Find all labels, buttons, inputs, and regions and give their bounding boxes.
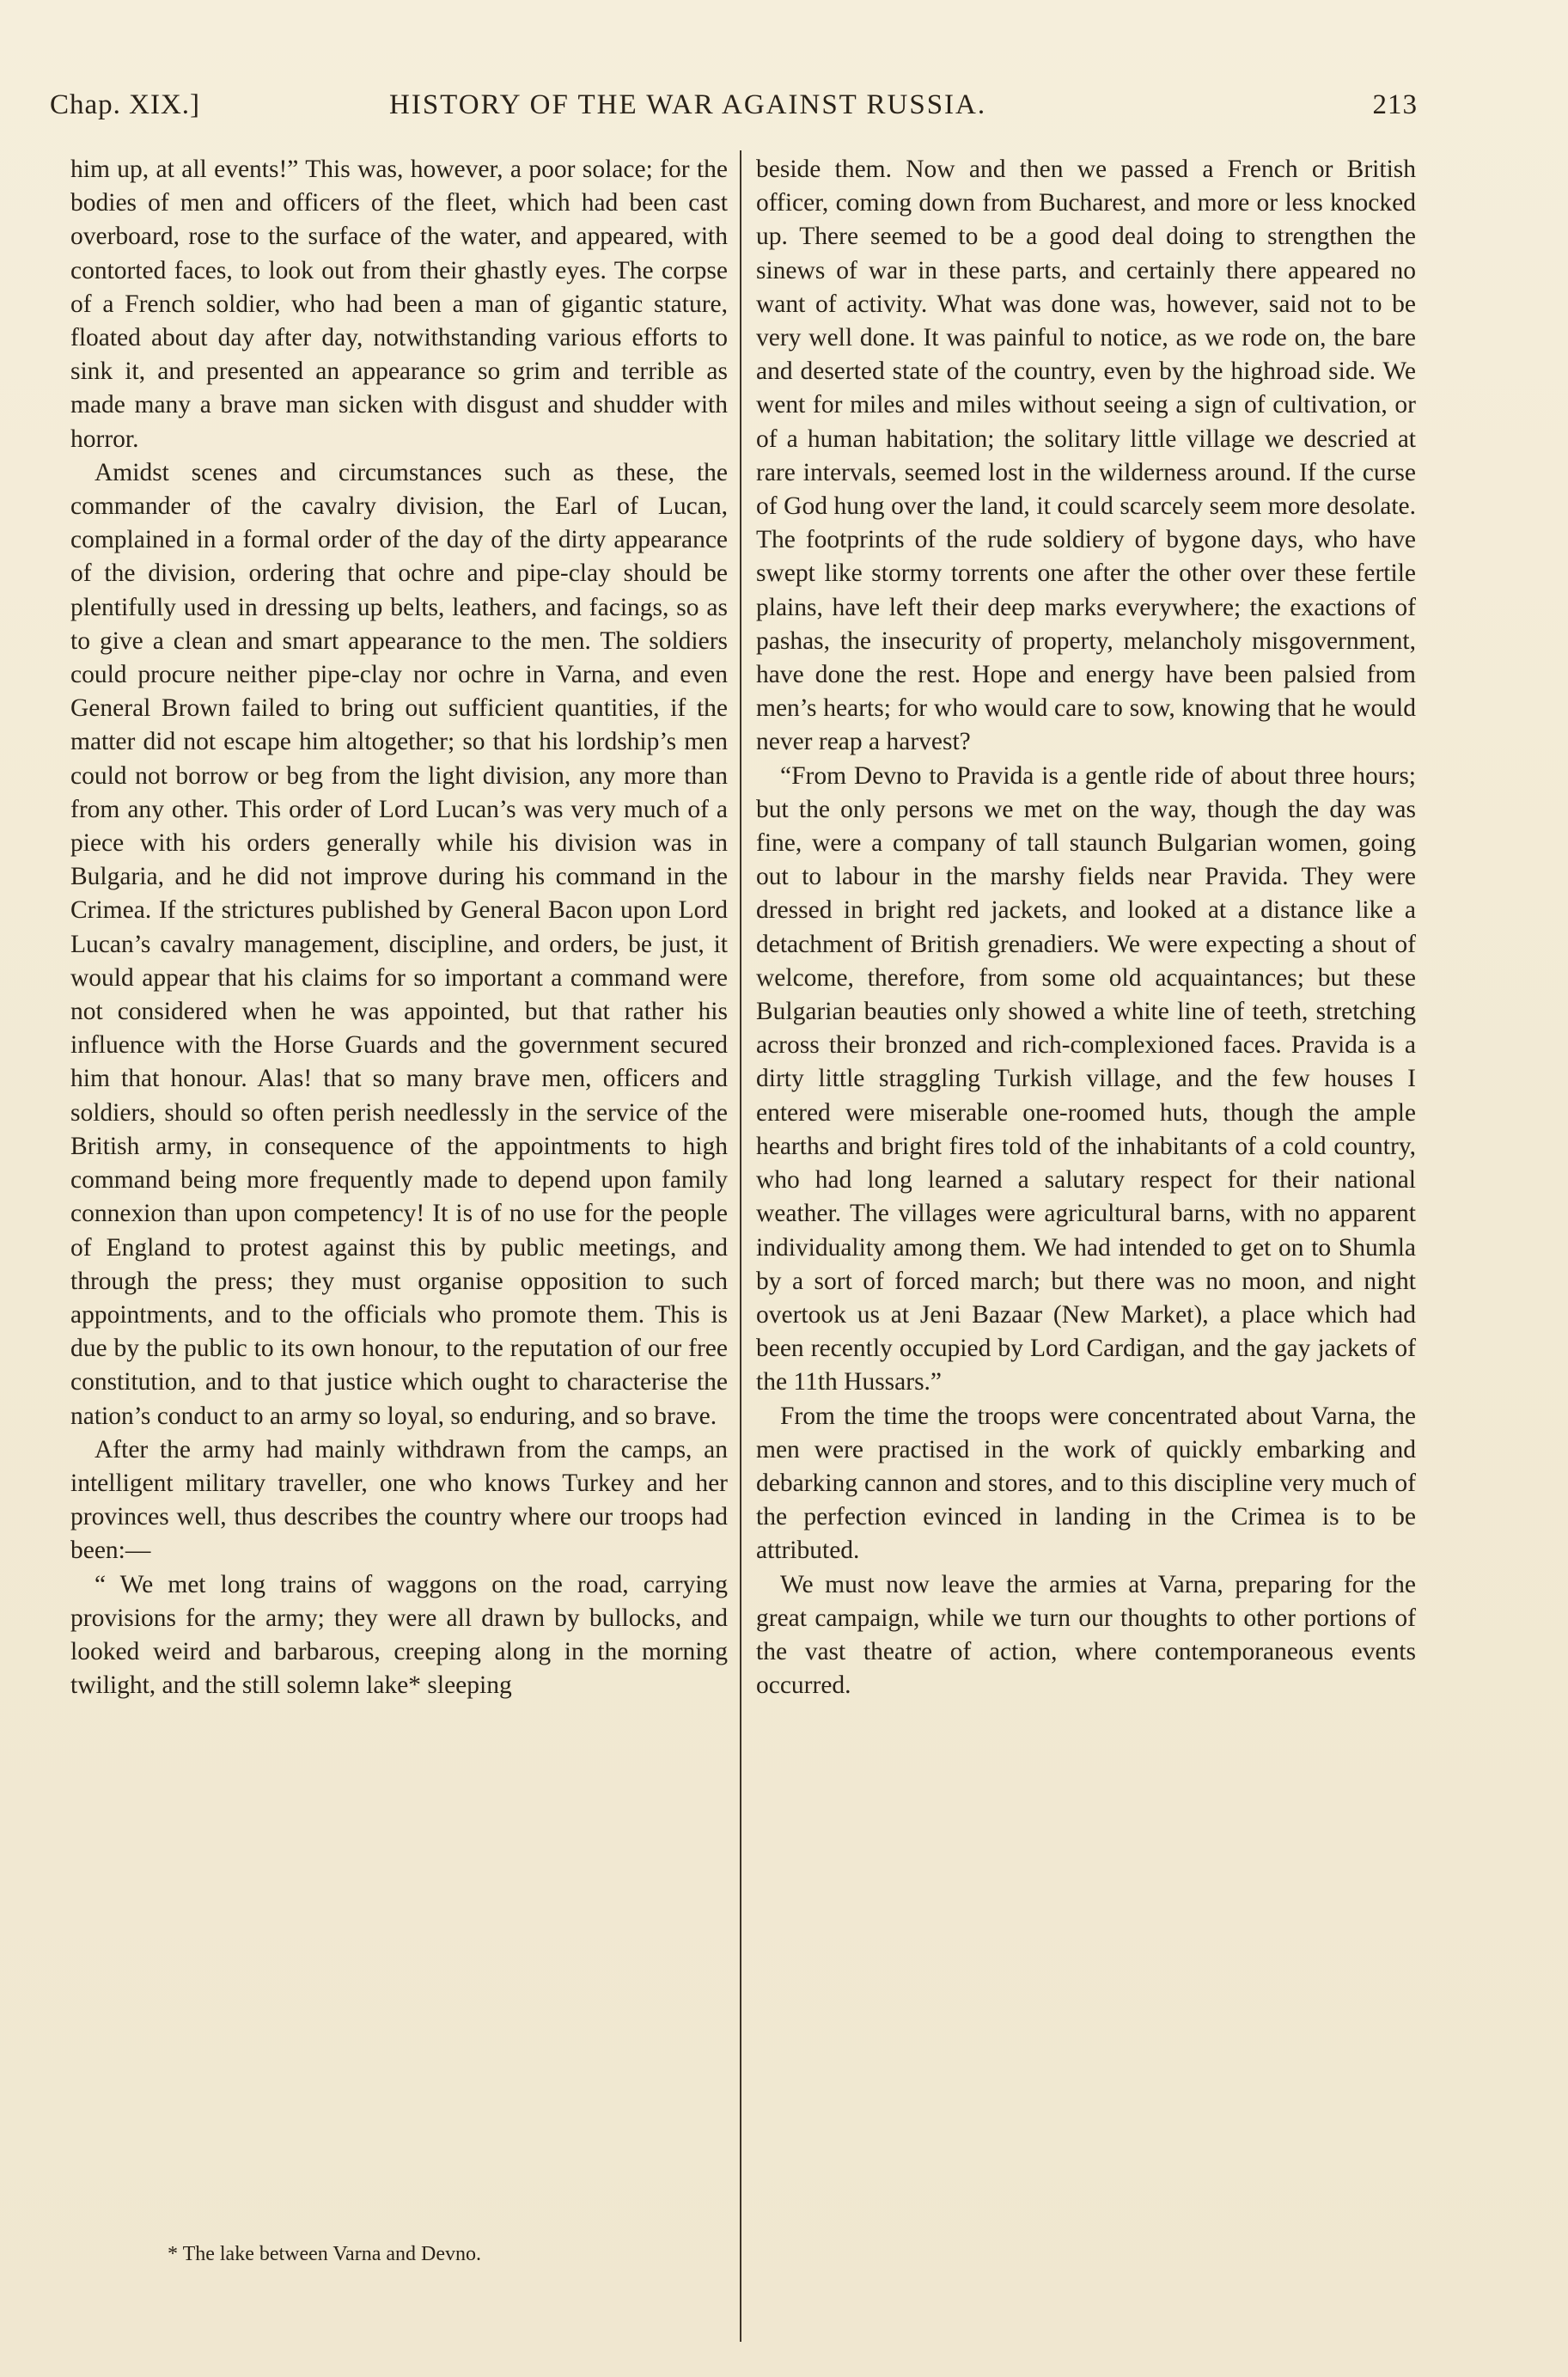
paragraph: “ We met long trains of waggons on the road, carrying provisions for the army; they were all drawn by bullocks, and looked weird and barbarous, creeping along in the morning twilight, and the still solemn lake* sleeping — [70, 1570, 728, 1700]
paragraph: beside them. Now and then we passed a French or British officer, coming down from Bucharest, and more or less knocked up. There seemed to be a good deal doing to strengthen the sinews of war in these parts, and certainly there appeared no want of activity. What was done was, however, said not to be very well done. It was painful to notice, as we rode on, the bare and deserted state of the country, even by the highroad side. We went for miles and miles without seeing a sign of cultivation, or of a human habitation; the solitary little village we descried at rare intervals, seemed lost in the wilderness around. If the curse of God hung over the land, it could scarcely seem more desolate. The footprints of the rude soldiery of bygone days, who have swept like stormy torrents one after the other over these fertile plains, have left their deep marks everywhere; the exactions of pashas, the insecurity of property, melancholy misgovernment, have done the rest. Hope and energy have been palsied from men’s hearts; for who would care to sow, knowing that he would never reap a harvest? — [756, 156, 1416, 756]
paragraph: Amidst scenes and circumstances such as these, the commander of the cavalry division, the Earl of Lucan, complained in a formal order of the day of the dirty appearance of the division, ordering that ochre and pipe-clay should be plentifully used in dressing up belts, leathers, and facings, so as to give a clean and smart appearance to the men. The soldiers could procure neither pipe-clay nor ochre in Varna, and even General Brown failed to bring out sufficient quantities, if the matter did not escape him altogether; so that his lordship’s men could not borrow or beg from the light division, any more than from any other. This order of Lord Lucan’s was very much of a piece with his orders generally while his division was in Bulgaria, and he did not improve during his command in the Crimea. If the strictures published by General Bacon upon Lord Lucan’s cavalry management, discipline, and orders, be just, it would appear that his claims for so important a command were not considered when he was appointed, but that rather his influence with the Horse Guards and the government secured him that honour. Alas! that so many brave men, officers and soldiers, should so often perish needlessly in the service of the British army, in consequence of the appointments to high command being more frequently made to depend upon family connexion than upon competency! It is of no use for the people of England to protest against this by public meetings, and through the press; they must organise opposition to such appointments, and to the officials who promote them. This is due by the public to its own honour, to the reputation of our free constitution, and to that justice which ought to characterise the nation’s conduct to an army so loyal, so enduring, and so brave. — [70, 458, 728, 1430]
book-title: HISTORY OF THE WAR AGAINST RUSSIA. — [389, 89, 987, 120]
paragraph: From the time the troops were concentrated about Varna, the men were practised in the work of quickly embarking and debarking cannon and stores, and to this discipline very much of the perfection evinced in landing in the Crimea is to be attributed. — [756, 1402, 1416, 1565]
running-head — [50, 89, 1418, 127]
paragraph: We must now leave the armies at Varna, preparing for the great campaign, while we turn our thoughts to other portions of the vast theatre of action, where contemporaneous events occurred. — [756, 1570, 1416, 1700]
chapter-label: Chap. XIX.] — [50, 89, 201, 120]
right-column — [756, 153, 1416, 1702]
left-column — [70, 153, 728, 1702]
paragraph: him up, at all events!” This was, however, a poor solace; for the bodies of men and officers of the fleet, which had been cast overboard, rose to the surface of the water, and appeared, with contorted faces, to look out from their ghastly eyes. The corpse of a French soldier, who had been a man of gigantic stature, floated about day after day, notwithstanding various efforts to sink it, and presented an appearance so grim and terrible as made many a brave man sicken with disgust and shudder with horror. — [70, 156, 728, 453]
page-number: 213 — [1372, 89, 1418, 120]
column-divider — [740, 150, 741, 2342]
paragraph: “From Devno to Pravida is a gentle ride of about three hours; but the only persons we met on the way, though the day was fine, were a company of tall staunch Bulgarian women, going out to labour in the marshy fields near Pravida. They were dressed in bright red jackets, and looked at a distance like a detachment of British grenadiers. We were expecting a shout of welcome, therefore, from some old acquaintances; but these Bulgarian beauties only showed a white line of teeth, stretching across their bronzed and rich-complexioned faces. Pravida is a dirty little straggling Turkish village, and the few houses I entered were miserable one-roomed huts, though the ample hearths and bright fires told of the inhabitants of a cold country, who had long learned a salutary respect for their national weather. The villages were agricultural barns, with no apparent individuality among them. We had intended to get on to Shumla by a sort of forced march; but there was no moon, and night overtook us at Jeni Bazaar (New Market), a place which had been recently occupied by Lord Cardigan, and the gay jackets of the 11th Hussars.” — [756, 761, 1416, 1396]
paragraph: After the army had mainly withdrawn from the camps, an intelligent military traveller, one who knows Turkey and her provinces well, thus describes the country where our troops had been:— — [70, 1435, 728, 1565]
footnote: * The lake between Varna and Devno. — [168, 2243, 481, 2265]
